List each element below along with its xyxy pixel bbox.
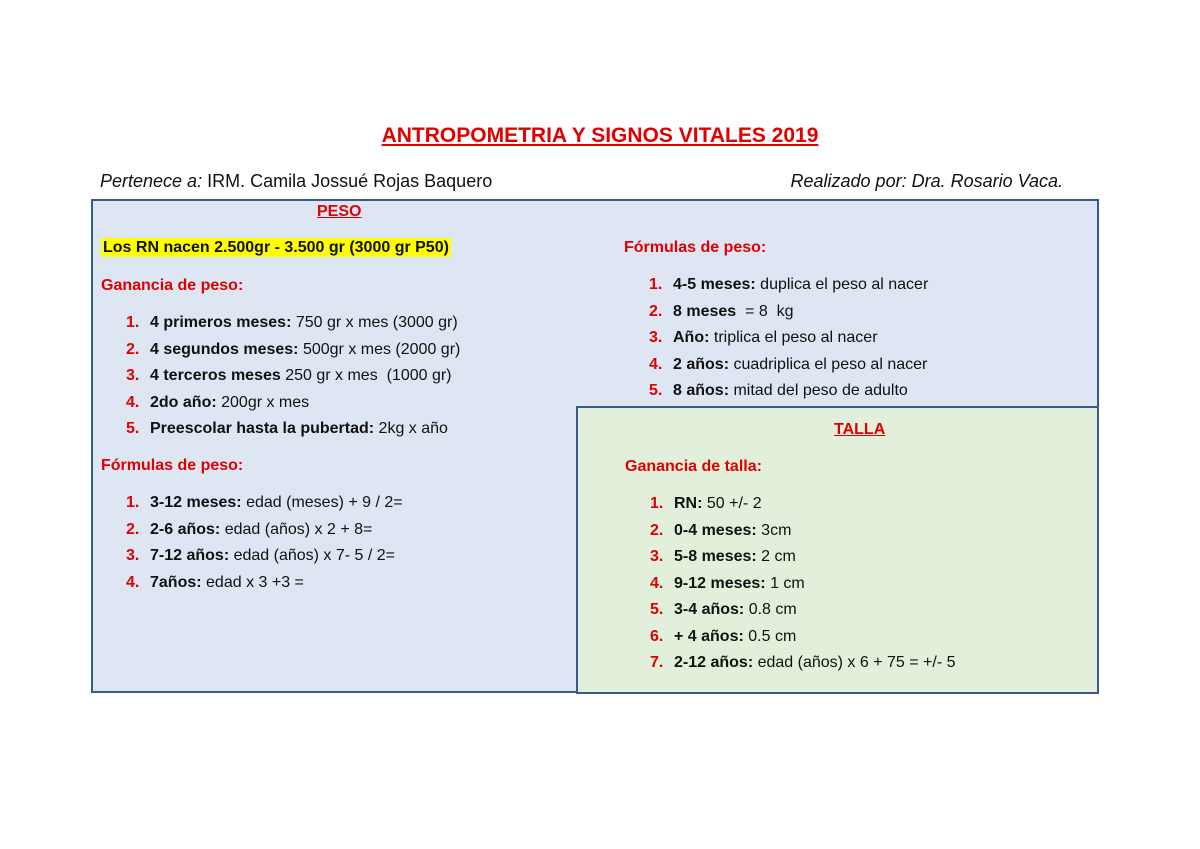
item-description: edad (años) x 6 + 75 = +/- 5 [753,654,956,671]
item-description: 3cm [756,521,792,539]
peso-heading: PESO [317,203,362,220]
item-description: edad (años) x 7- 5 / 2= [229,547,396,564]
list-item [126,363,460,390]
item-number: 1. [650,495,664,512]
item-description: 0.5 cm [743,627,797,645]
item-description: duplica el peso al nacer [755,276,929,293]
list-item [650,544,956,571]
author-line [791,171,1064,192]
item-number: 1. [126,494,140,511]
list-item [126,337,460,364]
item-number: 2. [650,521,664,539]
item-description: mitad del peso de adulto [729,382,908,399]
item-description: 500gr x mes (2000 gr) [298,340,461,358]
item-number: 2. [126,340,140,358]
item-term: 3-4 años: [674,601,745,618]
item-description: = 8 kg [736,302,794,320]
item-number: 4. [649,355,663,373]
item-term: 8 años: [673,382,730,399]
item-description: 200gr x mes [216,393,310,411]
item-number: 3. [650,548,664,565]
right-formulas-list [649,272,928,405]
list-item [126,310,460,337]
item-description: 750 gr x mes (3000 gr) [291,314,458,331]
list-item [650,624,956,651]
item-description: 2kg x año [374,420,448,437]
list-item [126,490,403,517]
owner-value: IRM. Camila Jossué Rojas Baquero [207,171,493,191]
item-term: Preescolar hasta la pubertad: [150,420,375,437]
list-item [649,299,928,326]
author-value: Dra. Rosario Vaca. [911,171,1063,191]
item-description: 250 gr x mes (1000 gr) [280,367,452,384]
item-term: 9-12 meses: [674,574,766,592]
item-number: 5. [650,601,664,618]
page-title: ANTROPOMETRIA Y SIGNOS VITALES 2019 [381,124,819,147]
list-item [126,543,403,570]
item-description: edad x 3 +3 = [201,573,304,591]
birth-weight-note: Los RN nacen 2.500gr - 3.500 gr (3000 gr P50) [103,239,449,256]
talla-gain-heading: Ganancia de talla: [625,458,762,475]
list-item [649,352,928,379]
item-number: 1. [649,276,663,293]
list-item [649,378,928,405]
list-item [650,597,956,624]
talla-list [650,491,956,677]
item-number: 4. [126,573,140,591]
item-term: 7años: [150,573,202,591]
item-term: 0-4 meses: [674,521,757,539]
item-number: 5. [126,420,140,437]
item-term: 7-12 años: [150,547,230,564]
item-number: 2. [126,520,140,538]
list-item [126,517,403,544]
item-number: 3. [126,367,140,384]
item-term: 3-12 meses: [150,494,242,511]
list-item [126,416,460,443]
owner-label: Pertenece a: [100,171,203,191]
item-number: 3. [126,547,140,564]
item-term: 4 terceros meses [150,367,281,384]
item-description: triplica el peso al nacer [709,329,878,346]
formulas-heading: Fórmulas de peso: [101,457,244,474]
item-number: 4. [126,393,140,411]
item-description: cuadriplica el peso al nacer [729,355,928,373]
item-term: 2-12 años: [674,654,754,671]
list-item [126,570,403,597]
owner-line [100,171,492,192]
item-term: 8 meses [673,302,737,320]
list-item [650,518,956,545]
talla-panel [576,406,1099,694]
item-description: edad (años) x 2 + 8= [220,520,373,538]
author-label: Realizado por: [790,171,907,191]
item-term: 2do año: [150,393,217,411]
item-description: 50 +/- 2 [702,495,762,512]
list-item [126,390,460,417]
item-number: 5. [649,382,663,399]
list-item [650,650,956,677]
right-formulas-heading: Fórmulas de peso: [624,239,767,256]
item-number: 7. [650,654,664,671]
item-description: 1 cm [765,574,805,592]
gain-heading: Ganancia de peso: [101,277,244,294]
item-number: 2. [649,302,663,320]
item-description: 0.8 cm [744,601,797,618]
item-description: 2 cm [756,548,796,565]
item-term: 4 segundos meses: [150,340,299,358]
item-description: edad (meses) + 9 / 2= [241,494,403,511]
formulas-list [126,490,403,596]
list-item [650,571,956,598]
item-number: 4. [650,574,664,592]
list-item [649,272,928,299]
item-term: RN: [674,495,703,512]
item-number: 3. [649,329,663,346]
item-number: 1. [126,314,140,331]
item-term: 4-5 meses: [673,276,756,293]
gain-list [126,310,460,443]
item-term: Año: [673,329,710,346]
item-term: 4 primeros meses: [150,314,292,331]
item-term: 2-6 años: [150,520,221,538]
item-term: 2 años: [673,355,730,373]
list-item [649,325,928,352]
item-term: + 4 años: [674,627,744,645]
item-number: 6. [650,627,664,645]
talla-heading: TALLA [834,421,886,438]
item-term: 5-8 meses: [674,548,757,565]
list-item [650,491,956,518]
